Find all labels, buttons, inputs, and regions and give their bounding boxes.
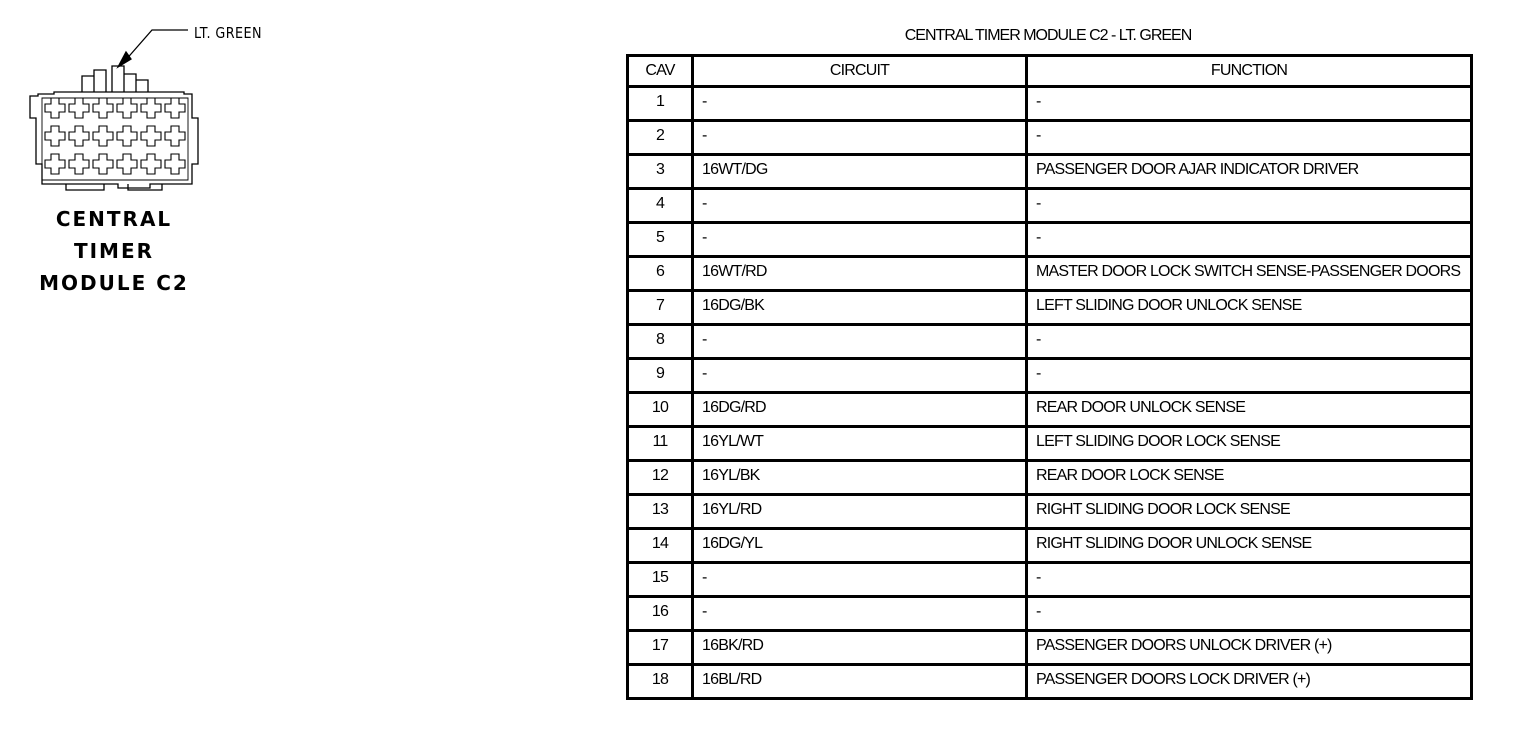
function-cell: PASSENGER DOORS LOCK DRIVER (+) (1027, 665, 1472, 699)
pinout-table (626, 54, 1473, 700)
circuit-cell: - (693, 223, 1027, 257)
terminal-cavity (69, 98, 89, 118)
cavity-grid (45, 98, 185, 174)
circuit-cell: - (693, 87, 1027, 121)
terminal-cavity (141, 126, 161, 146)
terminal-cavity (93, 126, 113, 146)
connector-name-line-1: CENTRAL (55, 207, 173, 231)
circuit-cell: 16DG/BK (693, 291, 1027, 325)
terminal-cavity (69, 154, 89, 174)
function-cell: - (1027, 597, 1472, 631)
function-cell: - (1027, 325, 1472, 359)
terminal-cavity (117, 98, 137, 118)
pinout-table-body (628, 87, 1472, 699)
connector-latch (82, 66, 148, 92)
function-cell: - (1027, 189, 1472, 223)
function-cell: - (1027, 563, 1472, 597)
header-cav: CAV (628, 56, 693, 87)
header-function: FUNCTION (1027, 56, 1472, 87)
cav-cell: 11 (628, 427, 693, 461)
terminal-cavity (165, 98, 185, 118)
cav-cell: 16 (628, 597, 693, 631)
circuit-cell: 16YL/BK (693, 461, 1027, 495)
terminal-cavity (45, 98, 65, 118)
terminal-cavity (117, 154, 137, 174)
function-cell: - (1027, 121, 1472, 155)
terminal-cavity (117, 126, 137, 146)
cav-cell: 3 (628, 155, 693, 189)
callout-leader-line (124, 30, 188, 62)
table-row (628, 155, 1472, 189)
terminal-cavity (165, 126, 185, 146)
connector-name-line-2: TIMER (73, 239, 155, 263)
circuit-cell: - (693, 563, 1027, 597)
circuit-cell: 16WT/RD (693, 257, 1027, 291)
terminal-cavity (93, 98, 113, 118)
circuit-cell: 16WT/DG (693, 155, 1027, 189)
circuit-cell: 16BL/RD (693, 665, 1027, 699)
function-cell: RIGHT SLIDING DOOR UNLOCK SENSE (1027, 529, 1472, 563)
table-row (628, 461, 1472, 495)
table-row (628, 529, 1472, 563)
terminal-cavity (69, 126, 89, 146)
terminal-cavity (141, 154, 161, 174)
connector-name-line-3: MODULE C2 (39, 271, 189, 295)
table-row (628, 427, 1472, 461)
function-cell: MASTER DOOR LOCK SWITCH SENSE-PASSENGER DOORS (1027, 257, 1472, 291)
table-row (628, 359, 1472, 393)
table-row (628, 121, 1472, 155)
table-row (628, 597, 1472, 631)
circuit-cell: 16BK/RD (693, 631, 1027, 665)
function-cell: - (1027, 223, 1472, 257)
function-cell: PASSENGER DOOR AJAR INDICATOR DRIVER (1027, 155, 1472, 189)
cav-cell: 15 (628, 563, 693, 597)
table-header-row (628, 56, 1472, 87)
function-cell: - (1027, 87, 1472, 121)
circuit-cell: - (693, 121, 1027, 155)
circuit-cell: 16YL/WT (693, 427, 1027, 461)
terminal-cavity (165, 154, 185, 174)
header-circuit: CIRCUIT (693, 56, 1027, 87)
circuit-cell: 16DG/RD (693, 393, 1027, 427)
table-row (628, 223, 1472, 257)
table-caption: CENTRAL TIMER MODULE C2 - LT. GREEN (904, 27, 1192, 44)
terminal-cavity (93, 154, 113, 174)
function-cell: REAR DOOR UNLOCK SENSE (1027, 393, 1472, 427)
cav-cell: 6 (628, 257, 693, 291)
cav-cell: 13 (628, 495, 693, 529)
table-row (628, 257, 1472, 291)
function-cell: REAR DOOR LOCK SENSE (1027, 461, 1472, 495)
cav-cell: 2 (628, 121, 693, 155)
table-row (628, 291, 1472, 325)
terminal-cavity (45, 154, 65, 174)
circuit-cell: - (693, 597, 1027, 631)
cav-cell: 7 (628, 291, 693, 325)
terminal-cavity (45, 126, 65, 146)
cav-cell: 8 (628, 325, 693, 359)
cav-cell: 14 (628, 529, 693, 563)
function-cell: RIGHT SLIDING DOOR LOCK SENSE (1027, 495, 1472, 529)
table-row (628, 189, 1472, 223)
circuit-cell: 16YL/RD (693, 495, 1027, 529)
cav-cell: 10 (628, 393, 693, 427)
cav-cell: 5 (628, 223, 693, 257)
table-row (628, 665, 1472, 699)
function-cell: PASSENGER DOORS UNLOCK DRIVER (+) (1027, 631, 1472, 665)
callout-arrowhead (118, 52, 131, 67)
terminal-cavity (141, 98, 161, 118)
cav-cell: 17 (628, 631, 693, 665)
table-row (628, 631, 1472, 665)
cav-cell: 4 (628, 189, 693, 223)
connector-name (24, 203, 204, 299)
cav-cell: 18 (628, 665, 693, 699)
cav-cell: 1 (628, 87, 693, 121)
function-cell: LEFT SLIDING DOOR UNLOCK SENSE (1027, 291, 1472, 325)
table-row (628, 87, 1472, 121)
function-cell: - (1027, 359, 1472, 393)
cav-cell: 9 (628, 359, 693, 393)
cav-cell: 12 (628, 461, 693, 495)
table-row (628, 563, 1472, 597)
connector-color-label: LT. GREEN (194, 24, 262, 42)
circuit-cell: - (693, 359, 1027, 393)
circuit-cell: - (693, 325, 1027, 359)
table-row (628, 325, 1472, 359)
circuit-cell: 16DG/YL (693, 529, 1027, 563)
function-cell: LEFT SLIDING DOOR LOCK SENSE (1027, 427, 1472, 461)
table-row (628, 393, 1472, 427)
table-row (628, 495, 1472, 529)
circuit-cell: - (693, 189, 1027, 223)
